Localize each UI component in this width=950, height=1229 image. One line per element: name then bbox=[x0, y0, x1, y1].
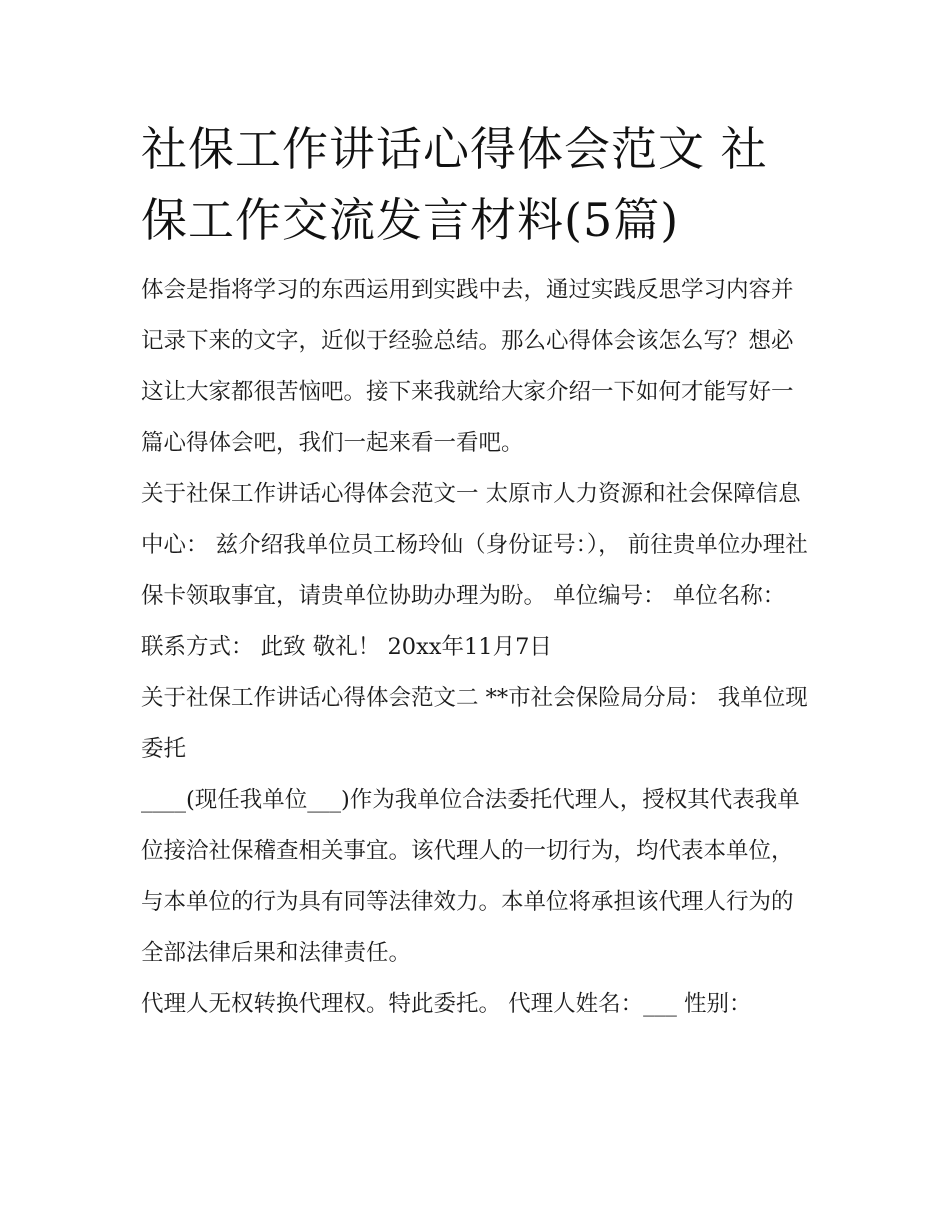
paragraph-intro: 体会是指将学习的东西运用到实践中去，通过实践反思学习内容并记录下来的文字，近似于经验总结。那么心得体会该怎么写？想必这让大家都很苦恼吧。接下来我就给大家介绍一下如何才能写好一篇心得体会吧，我们一起来看一看吧。 bbox=[141, 277, 794, 456]
paragraph-sample-two-heading: 关于社保工作讲话心得体会范文二 **市社会保险局分局： 我单位现委托 bbox=[141, 685, 808, 762]
paragraph-agent-info: 代理人无权转换代理权。特此委托。 代理人姓名：___ 性别： bbox=[141, 991, 752, 1017]
paragraph-authorization: ____(现任我单位___)作为我单位合法委托代理人，授权其代表我单位接洽社保稽查相关事宜。该代理人的一切行为，均代表本单位，与本单位的行为具有同等法律效力。本单位将承担该代理人行为的全部法律后果和法律责任。 bbox=[141, 787, 800, 966]
paragraph-sample-one: 关于社保工作讲话心得体会范文一 太原市人力资源和社会保障信息中心： 兹介绍我单位员工杨玲仙（身份证号：）， 前往贵单位办理社保卡领取事宜，请贵单位协助办理为盼。 单位编号： 单位名称： 联系方式： 此致 敬礼！ 20xx年11月7日 bbox=[141, 481, 808, 660]
document-title: 社保工作讲话心得体会范文 社保工作交流发言材料(5篇) bbox=[141, 122, 768, 247]
document-body bbox=[141, 114, 813, 1030]
